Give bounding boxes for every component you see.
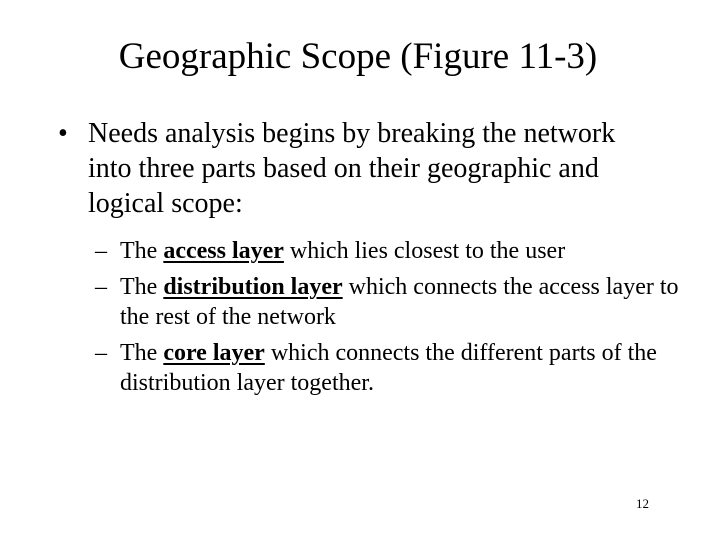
sub-bullet-prefix: The — [120, 340, 164, 366]
dash-marker: – — [95, 274, 107, 300]
slide-title: Geographic Scope (Figure 11-3) — [118, 36, 598, 77]
sub-bullet-prefix: The — [120, 274, 164, 300]
bullet-text: Needs analysis begins by breaking the network into three parts based on their geographic and logical scope: — [88, 118, 616, 219]
sub-bullet-access-layer — [95, 236, 695, 266]
sub-bullet-suffix: which connects the different parts of the distribution layer together. — [120, 340, 657, 396]
sub-bullet-prefix: The — [120, 238, 164, 264]
term-access-layer: access layer — [163, 238, 284, 264]
sub-bullet-suffix: which connects the access layer to the rest of the network — [120, 274, 679, 330]
term-distribution-layer: distribution layer — [163, 274, 343, 300]
dash-marker: – — [95, 340, 107, 366]
sub-bullet-core-layer — [95, 338, 695, 398]
sub-bullet-list — [95, 236, 695, 398]
main-bullet — [58, 116, 658, 221]
sub-bullet-distribution-layer — [95, 272, 695, 332]
term-core-layer: core layer — [163, 340, 265, 366]
page-number: 12 — [636, 496, 649, 511]
dash-marker: – — [95, 238, 107, 264]
sub-bullet-suffix: which lies closest to the user — [283, 238, 566, 264]
bullet-marker: • — [58, 118, 68, 149]
